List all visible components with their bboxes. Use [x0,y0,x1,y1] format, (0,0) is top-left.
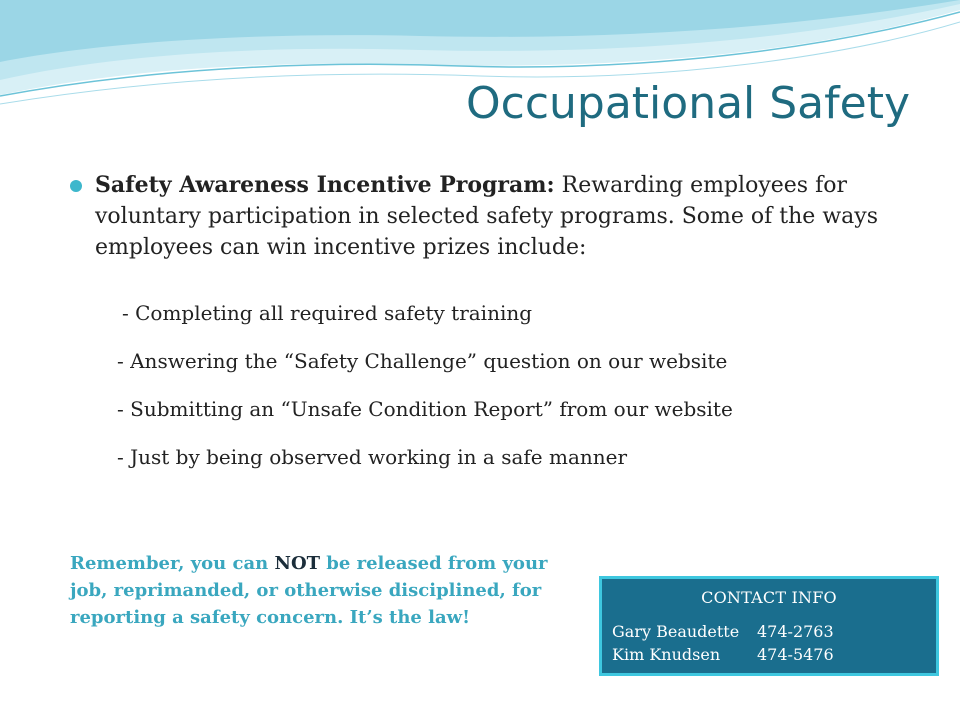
remember-note [70,550,560,631]
program-name: Safety Awareness Incentive Program: [95,172,555,198]
contact-info-box [599,576,939,676]
contact-name: Kim Knudsen [612,645,721,664]
list-item: - Answering the “Safety Challenge” question on our website [117,349,728,373]
remember-text-start: Remember, you can [70,553,275,574]
list-item: - Just by being observed working in a safe manner [117,445,628,469]
remember-emphasis: NOT [274,553,321,574]
contact-phone: 474-2763 [757,622,834,641]
incentive-list [117,298,733,490]
page-title: Occupational Safety [466,78,910,129]
contact-phone: 474-5476 [757,645,834,664]
contact-row [612,622,834,641]
list-item: - Submitting an “Unsafe Condition Report” from our website [117,397,733,421]
contact-name: Gary Beaudette [612,622,740,641]
contact-row [612,645,834,664]
list-item: - Completing all required safety training [122,301,533,325]
contact-title: CONTACT INFO [701,588,837,607]
remember-text-end: be released from your job, reprimanded, or otherwise disciplined, for reporting a safety concern. It’s the law! [70,553,548,628]
intro-paragraph [95,170,905,263]
bullet-point [70,180,82,192]
program-description: Rewarding employees for voluntary participation in selected safety programs. Some of the ways employees can win incentive prizes include: [95,173,878,260]
